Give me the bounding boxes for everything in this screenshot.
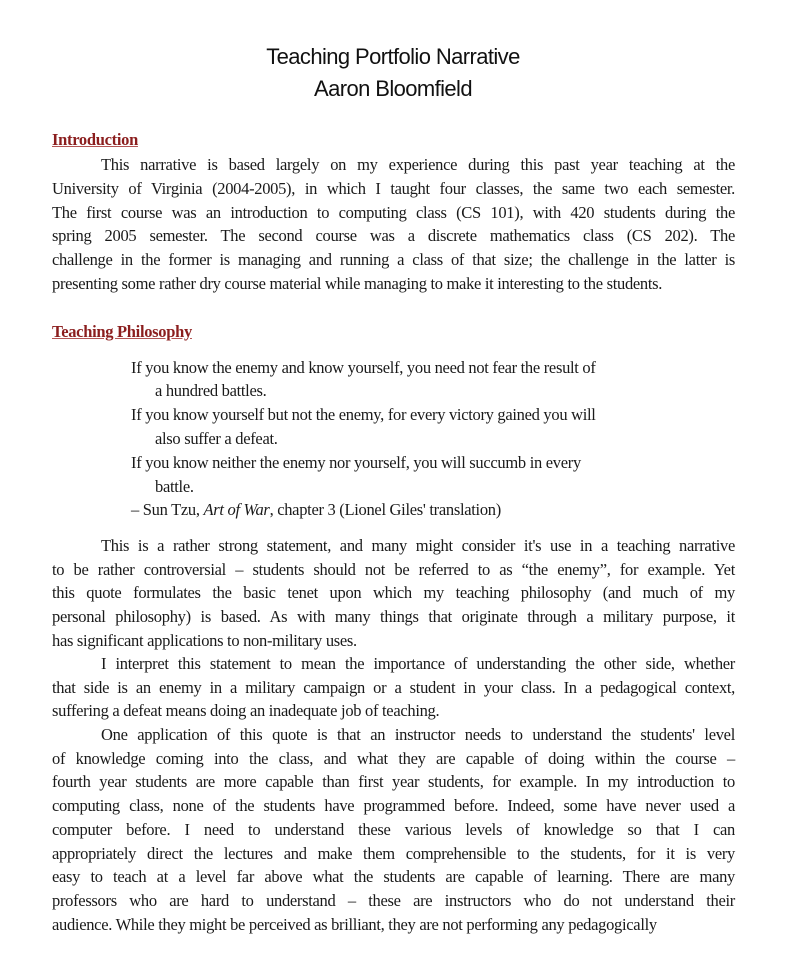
introduction-heading: Introduction [52,130,138,149]
quote-line: If you know the enemy and know yourself, you need not fear the result of [131,358,596,377]
text-line: computing class, none of the students have programmed before. Indeed, some have never used a [52,796,735,816]
text-line: professors who are hard to understand – these are instructors who do not understand their [52,890,735,910]
attribution-prefix: – Sun Tzu, [131,500,204,519]
quote-line: also suffer a defeat. [155,429,278,448]
text-line: This narrative is based largely on my experience during this past year teaching at the [101,155,735,174]
text-line: suffering a defeat means doing an inadequate job of teaching. [52,701,440,721]
text-line: appropriately direct the lectures and make them comprehensible to the students, for it is very [52,843,735,863]
text-line: to be rather controversial – students should not be referred to as “the enemy”, for example. Yet [52,559,735,579]
text-line: that side is an enemy in a military campaign or a student in your class. In a pedagogical context, [52,677,735,697]
text-line: of knowledge coming into the class, and what they are capable of doing within the course – [52,748,735,768]
author-name: Aaron Bloomfield [314,76,472,101]
text-line: computer before. I need to understand these various levels of knowledge so that I can [52,819,735,839]
quote-line: a hundred battles. [155,381,267,400]
teaching-philosophy-heading: Teaching Philosophy [52,322,192,341]
quote-line: If you know neither the enemy nor yourself, you will succumb in every [131,453,581,472]
quote-line: battle. [155,477,194,496]
text-line: presenting some rather dry course material while managing to make it interesting to the students. [52,274,663,293]
text-line: The first course was an introduction to computing class (CS 101), with 420 students during the [52,202,735,222]
text-line: this quote formulates the basic tenet upon which my teaching philosophy (and much of my [52,583,735,603]
text-line: University of Virginia (2004-2005), in which I taught four classes, the same two each semester. [52,178,735,198]
text-line: I interpret this statement to mean the importance of understanding the other side, whether [101,654,735,673]
quote-attribution [131,500,501,520]
text-line: audience. While they might be perceived as brilliant, they are not performing any pedagogically [52,914,657,934]
text-line: fourth year students are more capable than first year students, for example. In my introduction to [52,772,735,792]
text-line: This is a rather strong statement, and many might consider it's use in a teaching narrative [101,536,735,555]
text-line: One application of this quote is that an instructor needs to understand the students' level [101,725,735,744]
text-line: personal philosophy) is based. As with many things that originate through a military purpose, it [52,607,735,627]
text-line: challenge in the former is managing and running a class of that size; the challenge in the latter is [52,250,735,270]
attribution-work: Art of War [203,500,270,519]
text-line: spring 2005 semester. The second course was a discrete mathematics class (CS 202). The [52,226,735,246]
quote-line: If you know yourself but not the enemy, for every victory gained you will [131,405,596,424]
attribution-suffix: , chapter 3 (Lionel Giles' translation) [269,500,501,519]
document-title: Teaching Portfolio Narrative [266,44,520,69]
text-line: easy to teach at a level far above what the students are capable of learning. There are many [52,867,735,887]
text-line: has significant applications to non-military uses. [52,630,357,650]
